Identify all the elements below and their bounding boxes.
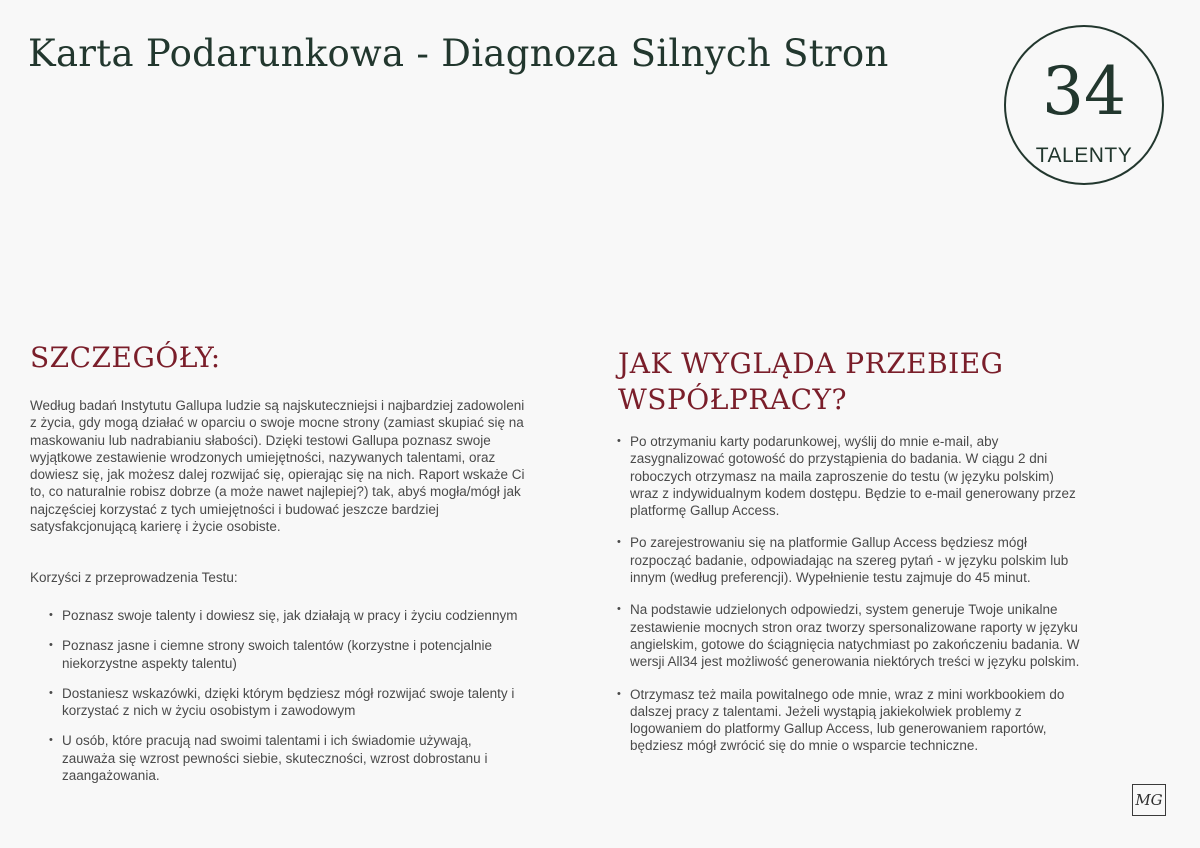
list-item	[30, 685, 520, 720]
process-steps-list	[598, 433, 1083, 770]
list-item	[598, 534, 1083, 586]
details-heading: SZCZEGÓŁY:	[30, 341, 221, 374]
bullet-icon: •	[49, 639, 53, 652]
list-item	[30, 732, 520, 784]
benefits-list	[30, 607, 520, 797]
list-item	[30, 607, 520, 624]
list-item	[30, 637, 520, 672]
badge-label: TALENTY	[1035, 144, 1133, 167]
list-item-text: Poznasz swoje talenty i dowiesz się, jak działają w pracy i życiu codziennym	[62, 608, 518, 623]
details-intro-paragraph: Według badań Instytutu Gallupa ludzie są najskuteczniejsi i najbardziej zadowoleni z życia, gdy mogą działać w oparciu o swoje mocne strony (zamiast skupiać się na maskowaniu lub nadrabianiu słabości). Dzięki testowi Gallupa poznasz swoje wyjątkowe zestawienie wrodzonych umiejętności, nazywanych talentami, oraz dowiesz się, jak możesz dalej rozwijać się, opierając się na nich. Raport wskaże Ci to, co naturalnie robisz dobrze (a może nawet najlepiej?) tak, abyś mogła/mógł jak najczęściej korzystać z tych umiejętności i budować jeszcze bardziej satysfakcjonującą karierę i życie osobiste.	[30, 398, 525, 535]
list-item-text: Dostaniesz wskazówki, dzięki którym będziesz mógł rozwijać swoje talenty i korzystać z nich w życiu osobistym i zawodowym	[62, 685, 515, 719]
brand-logo: MG	[1132, 784, 1166, 816]
list-item-text: Otrzymasz też maila powitalnego ode mnie, wraz z mini workbookiem do dalszej pracy z talentami. Jeżeli wystąpią jakiekolwiek problemy z logowaniem do platformy Gallup Access, lub generowaniem raportów, będziesz mógł zwrócić się do mnie o wsparcie techniczne.	[630, 686, 1065, 754]
bullet-icon: •	[49, 686, 53, 699]
benefits-label: Korzyści z przeprowadzenia Testu:	[30, 570, 238, 585]
list-item-text: Po otrzymaniu karty podarunkowej, wyślij do mnie e-mail, aby zasygnalizować gotowość do przystąpienia do badania. W ciągu 2 dni roboczych otrzymasz na maila zaproszenie do testu (w języku polskim) wraz z indywidualnym kodem dostępu. Będzie to e-mail generowany przez platformę Gallup Access.	[630, 434, 1076, 519]
bullet-icon: •	[49, 734, 53, 747]
list-item-text: U osób, które pracują nad swoimi talentami i ich świadomie używają, zauważa się wzrost pewności siebie, skuteczności, wzrost dobrostanu i zaangażowania.	[62, 733, 488, 784]
bullet-icon: •	[617, 687, 621, 700]
bullet-icon: •	[617, 536, 621, 549]
list-item	[598, 686, 1083, 755]
bullet-icon: •	[49, 609, 53, 621]
list-item-text: Na podstawie udzielonych odpowiedzi, system generuje Twoje unikalne zestawienie mocnych stron oraz tworzy spersonalizowane raporty w języku angielskim, gotowe do ściągnięcia natychmiast po zakończeniu badania. W wersji All34 jest możliwość generowania niektórych treści w języku polskim.	[630, 602, 1080, 670]
list-item-text: Po zarejestrowaniu się na platformie Gallup Access będziesz mógł rozpocząć badanie, odpowiadając na szereg pytań - w języku polskim lub innym (według preferencji). Wypełnienie testu zajmuje do 45 minut.	[630, 535, 1069, 586]
bullet-icon: •	[617, 435, 621, 447]
badge-number: 34	[1042, 53, 1126, 130]
process-heading: JAK WYGLĄDA PRZEBIEG WSPÓŁPRACY?	[618, 347, 1004, 416]
list-item	[598, 433, 1083, 519]
bullet-icon: •	[617, 603, 621, 616]
list-item	[598, 601, 1083, 670]
page-title: Karta Podarunkowa - Diagnoza Silnych Stron	[28, 32, 889, 75]
talent-count-badge	[1004, 25, 1164, 185]
list-item-text: Poznasz jasne i ciemne strony swoich talentów (korzystne i potencjalnie niekorzystne aspekty talentu)	[62, 638, 492, 671]
